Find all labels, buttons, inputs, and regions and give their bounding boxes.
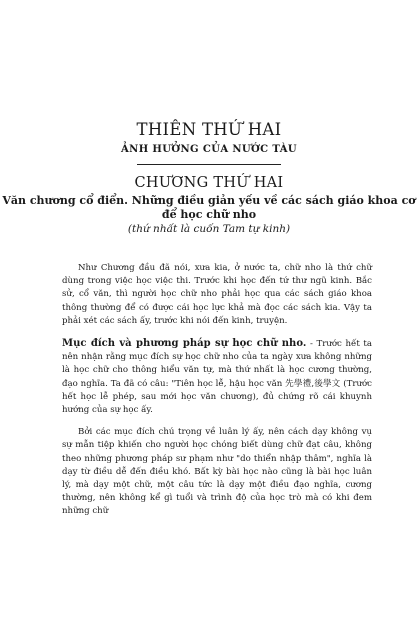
paragraph-2 [62, 337, 372, 417]
paragraph-3: Bởi các mục đích chú trọng về luân lý ấy, nên cách dạy không vụ sự mẫn tiệp khiến cho người học chóng biết dùng chữ đạt câu, không theo những phương pháp sư phạm như "do thiển nhập thâm", nghĩa là dạy từ điều dễ đến điều khó. Bất kỳ bài học nào cũng là bài học luân lý, mà dạy một chữ, một câu tức là dạy một điều đạo nghĩa, cương thường, nên không kể gì tuổi và trình độ của học trò mà có khi đem những chữ [62, 427, 372, 517]
chapter-header [0, 120, 418, 236]
part-subtitle: ẢNH HƯỞNG CỦA NƯỚC TÀU [121, 144, 297, 155]
chapter-title: CHƯƠNG THỨ HAI [134, 175, 284, 192]
paragraph-1: Như Chương đầu đã nói, xưa kia, ở nước ta, chữ nho là thứ chữ dùng trong việc học việc thi. Trước khi học đến tứ thư ngũ kinh. Bắc sử, cổ văn, thì người học chữ nho phải học qua các sách giáo khoa thông thường để có được cái học lực khả mà đọc các sách kia. Vậy ta phải xét các sách ấy, trước khi nói đến kinh, truyện. [62, 263, 372, 326]
part-title: THIÊN THỨ HAI [136, 120, 282, 139]
paragraph-2-text: - Trước hết ta nên nhận rằng mục đích sự học chữ nho của ta ngày xưa không những là học chữ cho thông hiểu văn tự, mà thứ nhất là học cương thường, đạo nghĩa. Ta đã có câu: "Tiên học lễ, hậu học văn 先學禮,後學文 (Trước hết học lễ phép, sau mới học văn chương), đủ chứng rõ cái khuynh hướng của sự học ấy. [62, 339, 373, 416]
body-text [62, 262, 372, 528]
section-heading: Mục đích và phương pháp sự học chữ nho. [62, 338, 307, 350]
chapter-note: (thứ nhất là cuốn Tam tự kinh) [127, 223, 291, 236]
chapter-heading: Văn chương cổ điển. Những điều giản yếu về các sách giáo khoa cơ để học chữ nho [2, 194, 416, 221]
divider-rule [137, 164, 281, 165]
